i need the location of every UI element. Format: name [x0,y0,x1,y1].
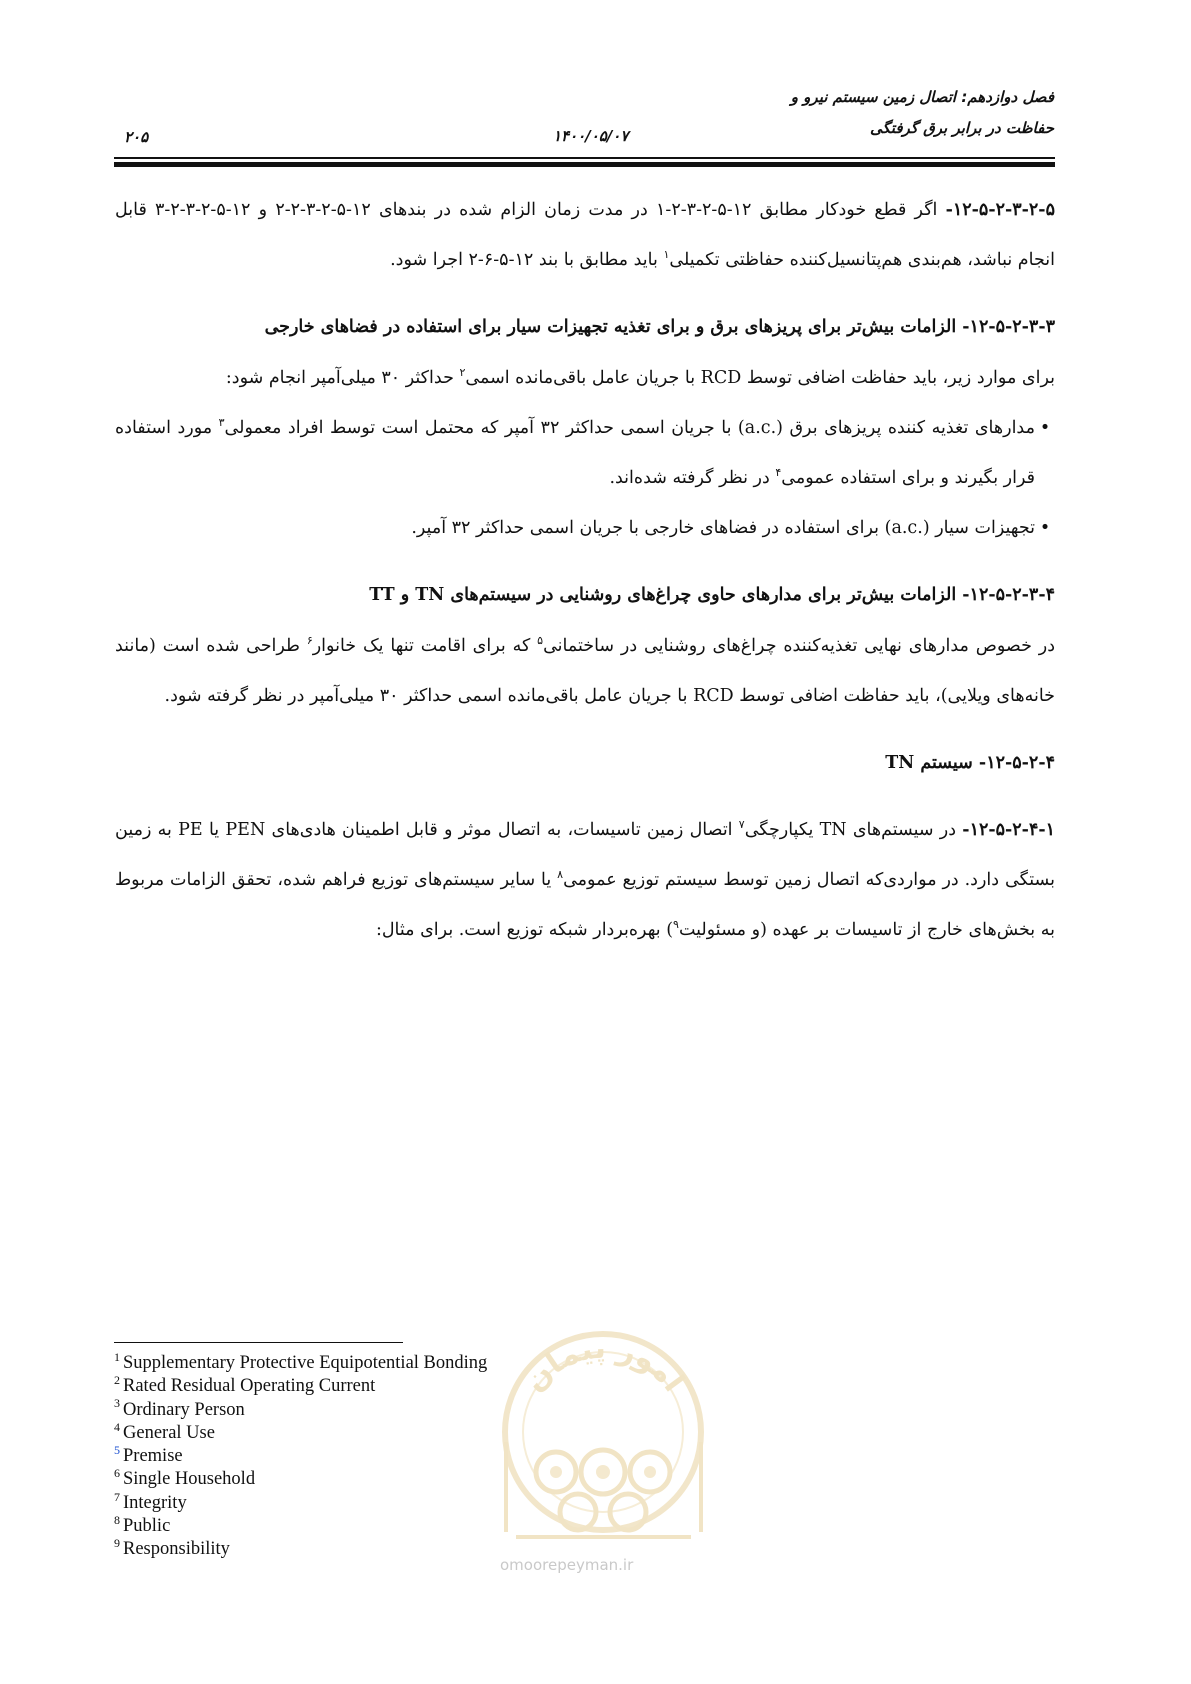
list-item-text: تجهیزات سیار (.a.c) برای استفاده در فضاهای خارجی با جریان اسمی حداکثر ۳۲ آمپر. [411,518,1035,538]
document-body [115,185,1055,955]
chapter-title-line2: حفاظت در برابر برق گرفتگی [870,119,1054,137]
footnote-number: 8 [114,1512,120,1527]
clause-number: ۱۲-۵-۲-۴-۱- [962,820,1056,840]
section-heading: ۱۲-۵-۲-۳-۳- الزامات بیش‌تر برای پریزهای برق و برای تغذیه تجهیزات سیار برای استفاده در فضاهای خارجی [264,317,1055,337]
section-heading: ۱۲-۵-۲-۴- سیستم TN [885,753,1055,773]
section-heading: ۱۲-۵-۲-۳-۴- الزامات بیش‌تر برای مدارهای حاوی چراغ‌های روشنایی در سیستم‌های TN و TT [369,585,1055,605]
svg-text:امور پیمان [517,1331,691,1399]
footnote-ref: ۱ [663,248,670,262]
header-rule-thin [114,157,1055,159]
footnote-number: 3 [114,1396,120,1411]
footnotes [114,1349,488,1562]
footnote-number: 7 [114,1489,120,1504]
footnote-number: 1 [114,1349,120,1364]
section-paragraph [115,621,1055,721]
paragraph-text: که برای اقامت تنها یک خانوار [312,636,538,656]
clause-text: یا سایر سیستم‌های توزیع فراهم شده، تحقق الزامات مربوط به بخش‌های خارج از تاسیسات بر عهده (و مسئولیت [115,870,1055,940]
footnote-item [114,1489,487,1515]
footnote-text: Supplementary Protective Equipotential Bonding [123,1353,488,1373]
intro-text: حداکثر ۳۰ میلی‌آمپر انجام شود: [225,368,460,388]
header-date: ۱۴۰۰/۰۵/۰۷ [553,127,629,145]
footnote-number: 5 [114,1443,120,1458]
clause-text: ) بهره‌بردار شبکه توزیع است. برای مثال: [375,920,674,940]
clause-text: در سیستم‌های TN یکپارچگی [744,820,963,840]
footnote-text: Public [123,1516,171,1537]
list-item-text: مدارهای تغذیه کننده پریزهای برق (.a.c) با جریان اسمی حداکثر ۳۲ آمپر که محتمل است توسط افراد معمولی [224,418,1035,438]
footnote-ref: ۹ [673,918,679,932]
footnote-item [114,1375,487,1398]
bullet-icon: • [1039,418,1051,438]
footnote-text: Responsibility [123,1539,230,1560]
clause-text: باید مطابق با بند ۱۲-۵-۶-۲ اجرا شود. [390,250,664,270]
footnote-item [114,1349,488,1375]
footnote-number: 2 [114,1373,120,1388]
footnote-ref: ۸ [557,868,564,882]
list-item [115,503,1055,553]
footnote-ref: ۶ [306,634,313,648]
header-rule-thick [114,162,1055,167]
watermark-arc-text: امور پیمان [516,1330,692,1399]
footnote-item [114,1396,487,1422]
footnote-item [114,1468,487,1491]
clause-text: اگر قطع خودکار مطابق ۱۲-۵-۲-۳-۲-۱ در مدت زمان الزام شده در بندهای ۱۲-۵-۲-۳-۲-۲ و ۱۲-۵-۲-۳-۲-۳ قابل انجام نباشد، هم‌بندی هم‌پتانسیل‌کننده حفاظتی تکمیلی [115,200,1055,270]
clause-text: اتصال زمین تاسیسات، به اتصال موثر و قابل اطمینان هادی‌های PEN یا PE به زمین بستگی دارد. در مواردی‌که اتصال زمین توسط سیستم توزیع عمومی [115,820,1055,890]
footnote-number: 6 [114,1466,120,1481]
section-intro [115,353,1055,403]
clause-12-5-2-3-2-5 [115,185,1055,285]
intro-text: برای موارد زیر، باید حفاظت اضافی توسط RCD با جریان عامل باقی‌مانده اسمی [465,368,1055,388]
footnote-ref: ۴ [775,466,782,480]
chapter-title-line1: فصل دوازدهم: اتصال زمین سیستم نیرو و [790,88,1054,106]
list-item-text: در نظر گرفته شده‌اند. [609,468,776,488]
footnote-item [114,1419,487,1445]
page-header [0,0,1191,175]
footnote-text: Rated Residual Operating Current [123,1376,376,1397]
footnote-item [114,1538,487,1561]
footnote-ref: ۳ [218,416,225,430]
footnote-number: 9 [114,1536,120,1551]
footnote-ref: ۲ [459,366,466,380]
footnote-text: General Use [123,1422,215,1443]
list-item [115,403,1055,503]
watermark-logo [486,1322,721,1582]
footnote-ref: ۵ [537,634,544,648]
footnote-item [114,1512,487,1538]
footnote-text: Ordinary Person [123,1399,245,1420]
list-item-text: مورد استفاده قرار بگیرند و برای استفاده عمومی [115,418,1035,488]
footnote-text: Single Household [123,1469,256,1490]
clause-number: ۱۲-۵-۲-۳-۲-۵- [945,200,1055,220]
clause-12-5-2-4-1 [115,805,1055,955]
watermark-url: omoorepeyman.ir [500,1556,634,1574]
footnote-separator [114,1342,403,1343]
paragraph-text: طراحی شده است (مانند خانه‌های ویلایی)، باید حفاظت اضافی توسط RCD با جریان عامل باقی‌مانده اسمی حداکثر ۳۰ میلی‌آمپر در نظر گرفته شود. [115,636,1055,706]
footnote-ref: ۷ [738,818,745,832]
footnote-item [114,1445,487,1468]
page-number: ۲۰۵ [124,128,149,146]
footnote-text: Integrity [123,1492,187,1513]
footnote-number: 4 [114,1419,120,1434]
footnote-text: Premise [123,1446,183,1467]
bullet-icon: • [1039,518,1051,538]
bullet-list [115,403,1055,553]
paragraph-text: در خصوص مدارهای نهایی تغذیه‌کننده چراغ‌های روشنایی در ساختمانی [543,636,1055,656]
